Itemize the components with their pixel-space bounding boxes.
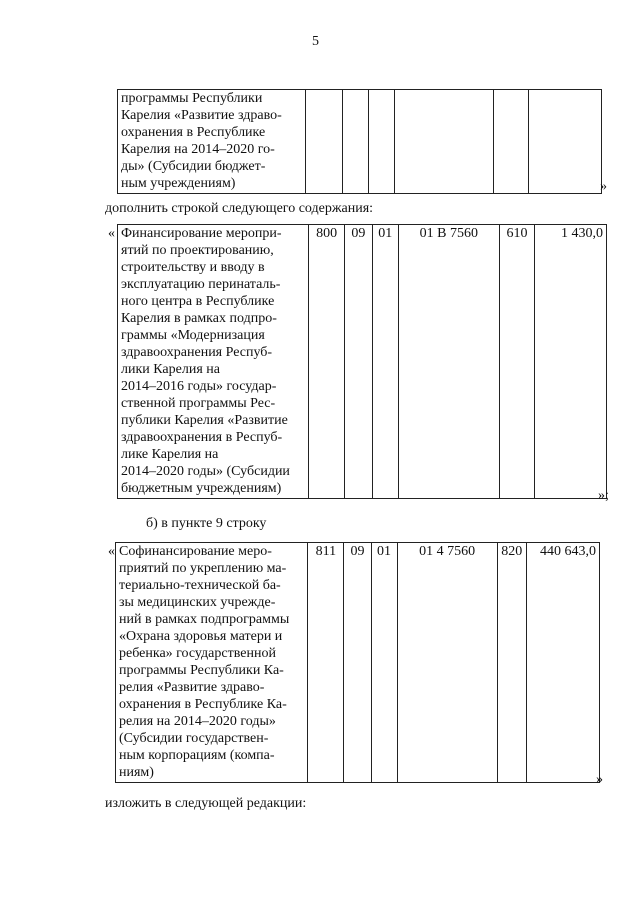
- table-row: [118, 225, 607, 499]
- cell-amount: 440 643,0: [526, 543, 599, 783]
- cell-section: [343, 90, 369, 194]
- table-row: [118, 90, 602, 194]
- cell-code: 811: [308, 543, 344, 783]
- table-row: [116, 543, 600, 783]
- opening-quote: «: [108, 226, 115, 241]
- cell-type: [494, 90, 529, 194]
- budget-table-fragment: [117, 89, 602, 194]
- budget-table-new-row: [117, 224, 607, 499]
- cell-amount: [529, 90, 602, 194]
- row-description: Финансирование меропри- ятий по проектированию, строительству и вводу в эксплуатацию перинаталь- ного центра в Республике Карелия в рамках подпро- граммы «Модернизация здравоохранения Респуб- лики Карелия на 2014–2016 годы» государ- ственной программы Рес- публики Карелия «Развитие здравоохранения в Респуб- лике Карелия на 2014–2020 годы» (Субсидии бюджетным учреждениям): [118, 225, 309, 499]
- cell-amount: 1 430,0: [535, 225, 607, 499]
- closing-quote: »;: [598, 488, 609, 503]
- closing-quote: »: [596, 772, 603, 787]
- instruction-paragraph: б) в пункте 9 строку: [146, 516, 267, 531]
- instruction-paragraph: изложить в следующей редакции:: [105, 796, 307, 811]
- cell-section: 09: [344, 543, 371, 783]
- cell-subsection: [369, 90, 395, 194]
- row-description: программы Республики Карелия «Развитие здраво- охранения в Республике Карелия на 2014–2020 го- ды» (Субсидии бюджет- ным учреждениям): [118, 90, 306, 194]
- budget-table-replaced-row: [115, 542, 600, 783]
- cell-type: 820: [497, 543, 526, 783]
- cell-target: 01 В 7560: [398, 225, 499, 499]
- cell-code: [306, 90, 343, 194]
- cell-target: 01 4 7560: [397, 543, 497, 783]
- opening-quote: «: [108, 544, 115, 559]
- cell-target: [395, 90, 494, 194]
- cell-subsection: 01: [371, 543, 397, 783]
- page-number: 5: [312, 34, 319, 49]
- cell-subsection: 01: [372, 225, 398, 499]
- row-description: Софинансирование меро- приятий по укреплению ма- териально-технической ба- зы медицинских учрежде- ний в рамках подпрограммы «Охрана здоровья матери и ребенка» государственной программы Республики Ка- релия «Развитие здраво- охранения в Республике Ка- релия на 2014–2020 годы» (Субсидии государствен- ным корпорациям (компа- ниям): [116, 543, 308, 783]
- cell-type: 610: [499, 225, 534, 499]
- cell-code: 800: [308, 225, 344, 499]
- instruction-paragraph: дополнить строкой следующего содержания:: [105, 201, 374, 216]
- cell-section: 09: [345, 225, 372, 499]
- closing-quote: »: [600, 179, 607, 194]
